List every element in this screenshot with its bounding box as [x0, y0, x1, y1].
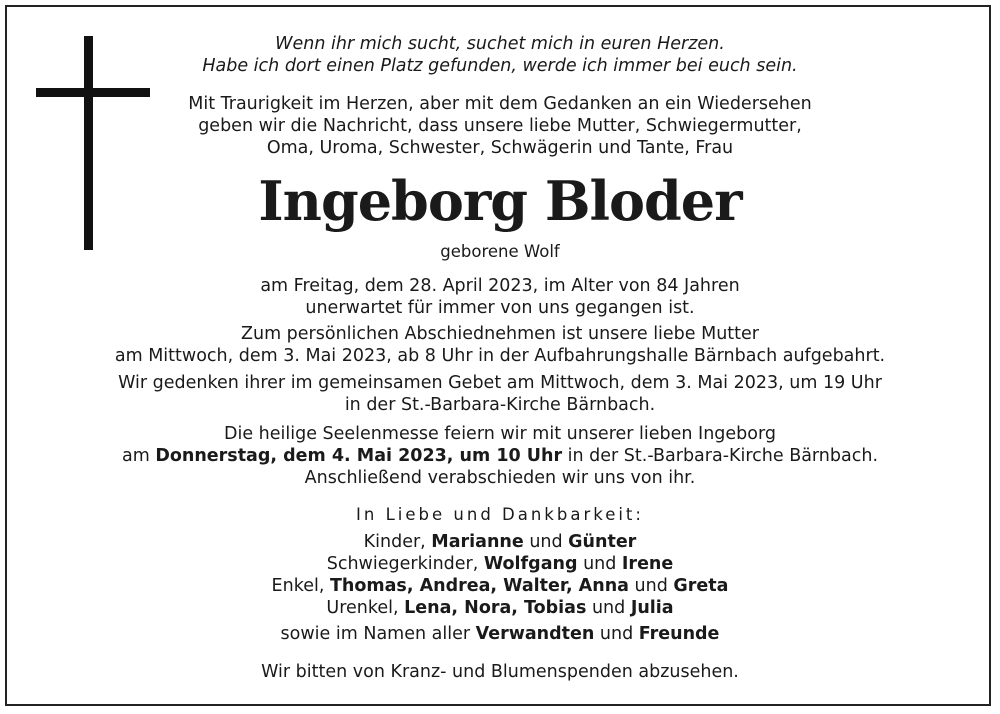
mass-line-3: Anschließend verabschieden wir uns von ihr. [304, 468, 696, 488]
mass-date: Donnerstag, dem 4. Mai 2023, um 10 Uhr [155, 446, 563, 466]
mourners-grandchildren: Enkel, Thomas, Andrea, Walter, Anna und Greta [271, 576, 729, 596]
mourners-relatives: sowie im Namen aller Verwandten und Freunde [280, 624, 720, 644]
mourners-children: Kinder, Marianne und Günter [363, 532, 637, 552]
verse-line-1: Wenn ihr mich sucht, suchet mich in euren Herzen. [275, 34, 725, 54]
mourners-great-grandchildren: Urenkel, Lena, Nora, Tobias und Julia [326, 598, 674, 618]
mass-line-1: Die heilige Seelenmesse feiern wir mit unserer lieben Ingeborg [223, 424, 776, 444]
viewing-line-2: am Mittwoch, dem 3. Mai 2023, ab 8 Uhr in der Aufbahrungshalle Bärnbach aufgebahrt. [114, 346, 886, 366]
prayer-line-1: Wir gedenken ihrer im gemeinsamen Gebet am Mittwoch, dem 3. Mai 2023, um 19 Uhr [118, 373, 882, 393]
deceased-name: Ingeborg Bloder [258, 169, 742, 233]
death-line-1: am Freitag, dem 28. April 2023, im Alter von 84 Jahren [260, 276, 740, 296]
mass-line-2: am Donnerstag, dem 4. Mai 2023, um 10 Uhr in der St.-Barbara-Kirche Bärnbach. [121, 446, 879, 466]
viewing-line-1: Zum persönlichen Abschiednehmen ist unsere liebe Mutter [240, 324, 759, 344]
intro-line-1: Mit Traurigkeit im Herzen, aber mit dem Gedanken an ein Wiedersehen [188, 94, 812, 114]
verse-line-2: Habe ich dort einen Platz gefunden, werde ich immer bei euch sein. [202, 56, 798, 76]
mourners-children-in-law: Schwiegerkinder, Wolfgang und Irene [326, 554, 674, 574]
mourners-heading: In Liebe und Dankbarkeit: [356, 505, 644, 524]
intro-line-2: geben wir die Nachricht, dass unsere liebe Mutter, Schwiegermutter, [198, 116, 802, 136]
intro-line-3: Oma, Uroma, Schwester, Schwägerin und Tante, Frau [266, 138, 734, 158]
flower-request: Wir bitten von Kranz- und Blumenspenden abzusehen. [261, 662, 739, 682]
birth-name: geborene Wolf [440, 242, 560, 261]
death-line-2: unerwartet für immer von uns gegangen ist. [305, 298, 695, 318]
prayer-line-2: in der St.-Barbara-Kirche Bärnbach. [344, 395, 656, 415]
